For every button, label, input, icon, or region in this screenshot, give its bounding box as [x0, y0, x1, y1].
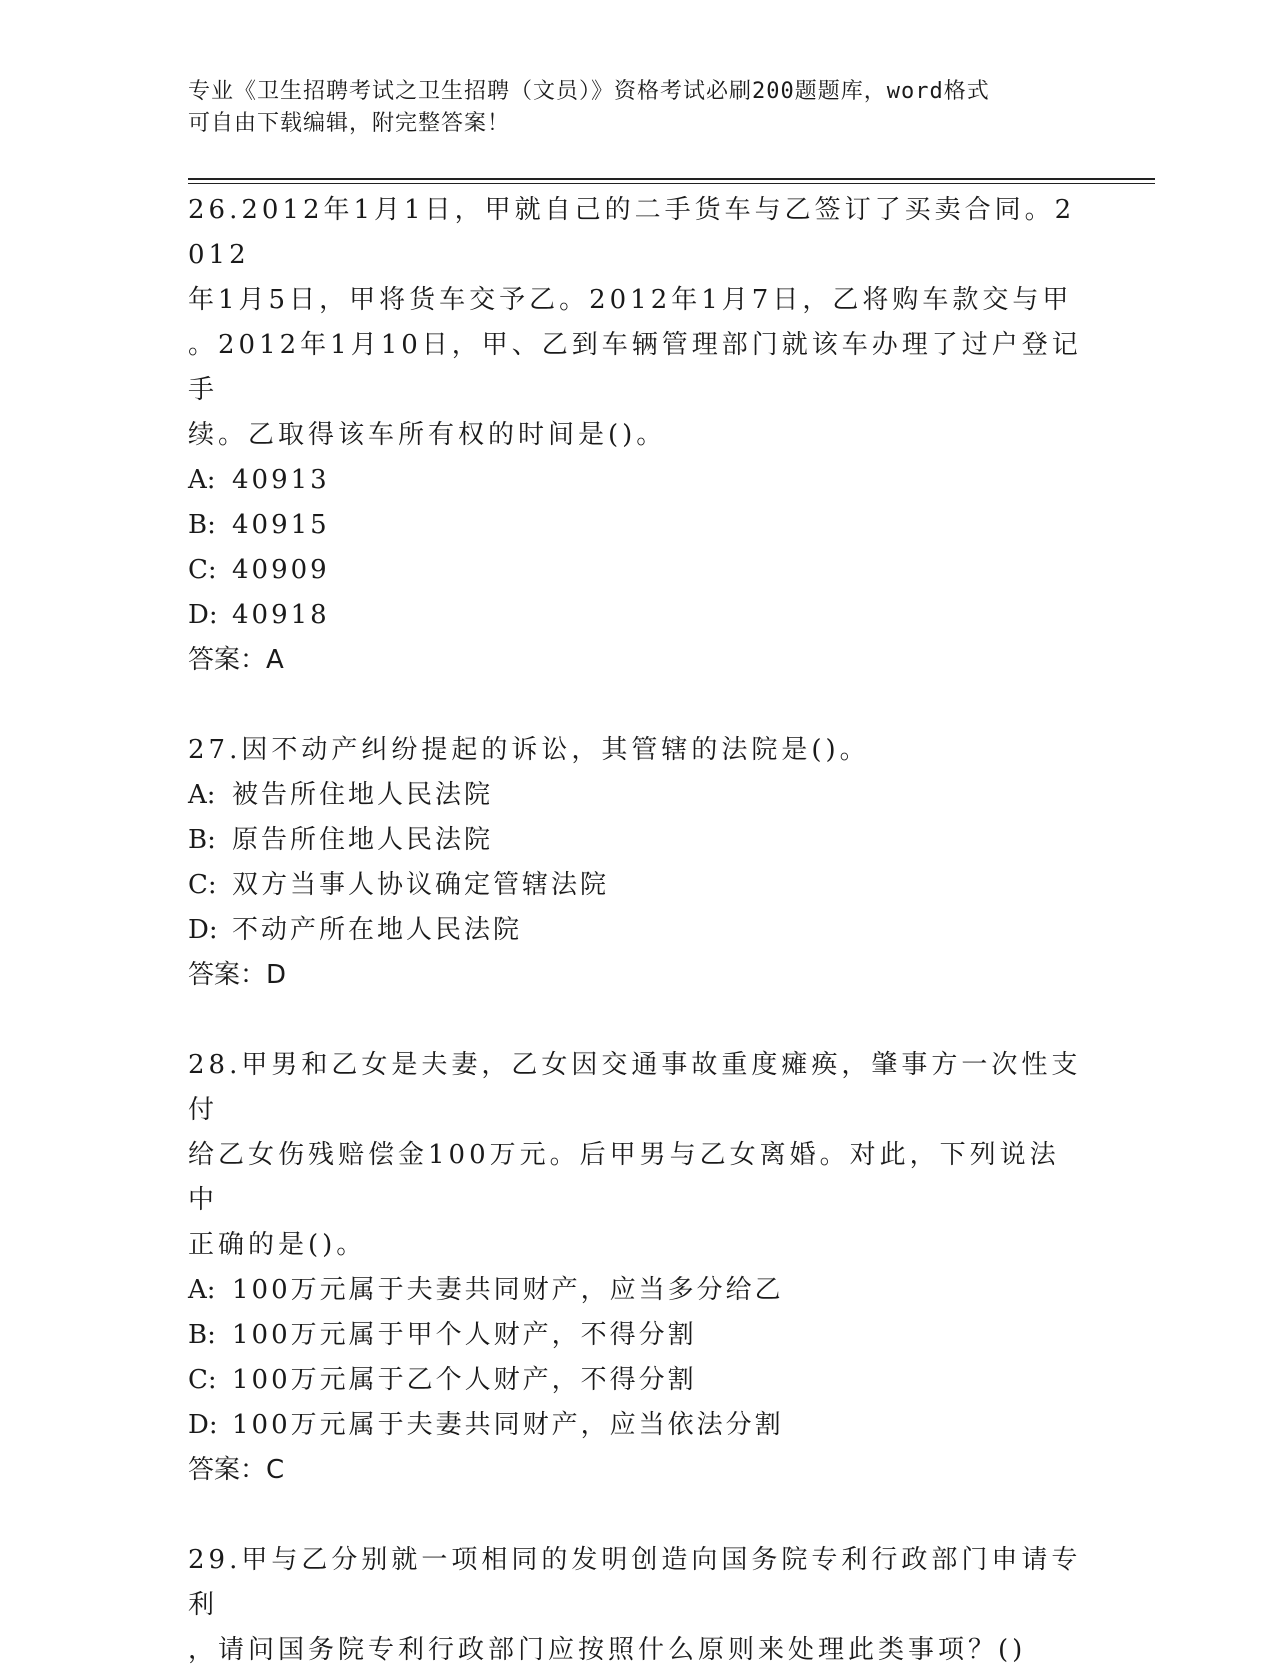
header-divider-thick [188, 178, 1155, 180]
question-line: 27.因不动产纠纷提起的诉讼，其管辖的法院是()。 [188, 735, 870, 765]
option-a [188, 773, 1088, 818]
question-29 [188, 1538, 1088, 1673]
option-letter: B: [188, 825, 216, 855]
option-b [188, 1313, 1088, 1358]
option-d [188, 593, 1088, 638]
header-line-1: 专业《卫生招聘考试之卫生招聘（文员）》资格考试必刷200题题库，word格式 [188, 79, 990, 104]
question-line: 28.甲男和乙女是夫妻，乙女因交通事故重度瘫痪，肇事方一次性支付 [188, 1050, 1082, 1125]
option-text: 被告所住地人民法院 [232, 780, 494, 810]
option-text: 40909 [232, 555, 330, 585]
option-text: 100万元属于夫妻共同财产，应当多分给乙 [232, 1275, 784, 1305]
option-text: 100万元属于乙个人财产，不得分割 [232, 1365, 697, 1395]
option-d [188, 1403, 1088, 1448]
option-text: 40915 [232, 510, 330, 540]
question-28 [188, 1043, 1088, 1493]
option-c [188, 863, 1088, 908]
option-text: 100万元属于夫妻共同财产，应当依法分割 [232, 1410, 784, 1440]
question-line: 续。乙取得该车所有权的时间是()。 [188, 420, 667, 450]
header-divider-thin [188, 183, 1155, 184]
option-letter: C: [188, 555, 217, 585]
answer-line: 答案：C [188, 1455, 285, 1485]
option-letter: A: [188, 780, 216, 810]
question-list [188, 188, 1088, 1673]
question-text [188, 728, 1088, 773]
question-text [188, 1538, 1088, 1673]
option-letter: C: [188, 1365, 217, 1395]
option-text: 不动产所在地人民法院 [232, 915, 523, 945]
option-a [188, 458, 1088, 503]
option-text: 100万元属于甲个人财产，不得分割 [232, 1320, 697, 1350]
question-line: ，请问国务院专利行政部门应按照什么原则来处理此类事项？() [188, 1635, 1027, 1665]
option-letter: D: [188, 1410, 218, 1440]
header-line-2: 可自由下载编辑，附完整答案！ [188, 111, 511, 136]
option-letter: B: [188, 510, 216, 540]
option-letter: B: [188, 1320, 216, 1350]
option-letter: C: [188, 870, 217, 900]
question-spacer [188, 1493, 1088, 1538]
question-27 [188, 728, 1088, 998]
option-d [188, 908, 1088, 953]
option-text: 原告所住地人民法院 [232, 825, 494, 855]
option-text: 40913 [232, 465, 330, 495]
answer-line: 答案：D [188, 960, 287, 990]
option-text: 双方当事人协议确定管辖法院 [232, 870, 610, 900]
option-b [188, 503, 1088, 548]
answer-line: 答案：A [188, 645, 284, 675]
option-letter: A: [188, 1275, 216, 1305]
option-letter: D: [188, 915, 218, 945]
question-26 [188, 188, 1088, 683]
question-line: 26.2012年1月1日，甲就自己的二手货车与乙签订了买卖合同。2012 [188, 195, 1076, 270]
question-line: 正确的是()。 [188, 1230, 367, 1260]
question-line: 。2012年1月10日，甲、乙到车辆管理部门就该车办理了过户登记手 [188, 330, 1082, 405]
document-header [188, 76, 1068, 140]
question-spacer [188, 998, 1088, 1043]
question-text [188, 188, 1088, 458]
option-b [188, 818, 1088, 863]
question-line: 29.甲与乙分别就一项相同的发明创造向国务院专利行政部门申请专利 [188, 1545, 1082, 1620]
question-line: 年1月5日，甲将货车交予乙。2012年1月7日，乙将购车款交与甲 [188, 285, 1073, 315]
option-letter: A: [188, 465, 216, 495]
question-line: 给乙女伤残赔偿金100万元。后甲男与乙女离婚。对此，下列说法中 [188, 1140, 1060, 1215]
option-a [188, 1268, 1088, 1313]
option-text: 40918 [232, 600, 330, 630]
option-c [188, 1358, 1088, 1403]
option-letter: D: [188, 600, 218, 630]
option-c [188, 548, 1088, 593]
question-spacer [188, 683, 1088, 728]
question-text [188, 1043, 1088, 1268]
